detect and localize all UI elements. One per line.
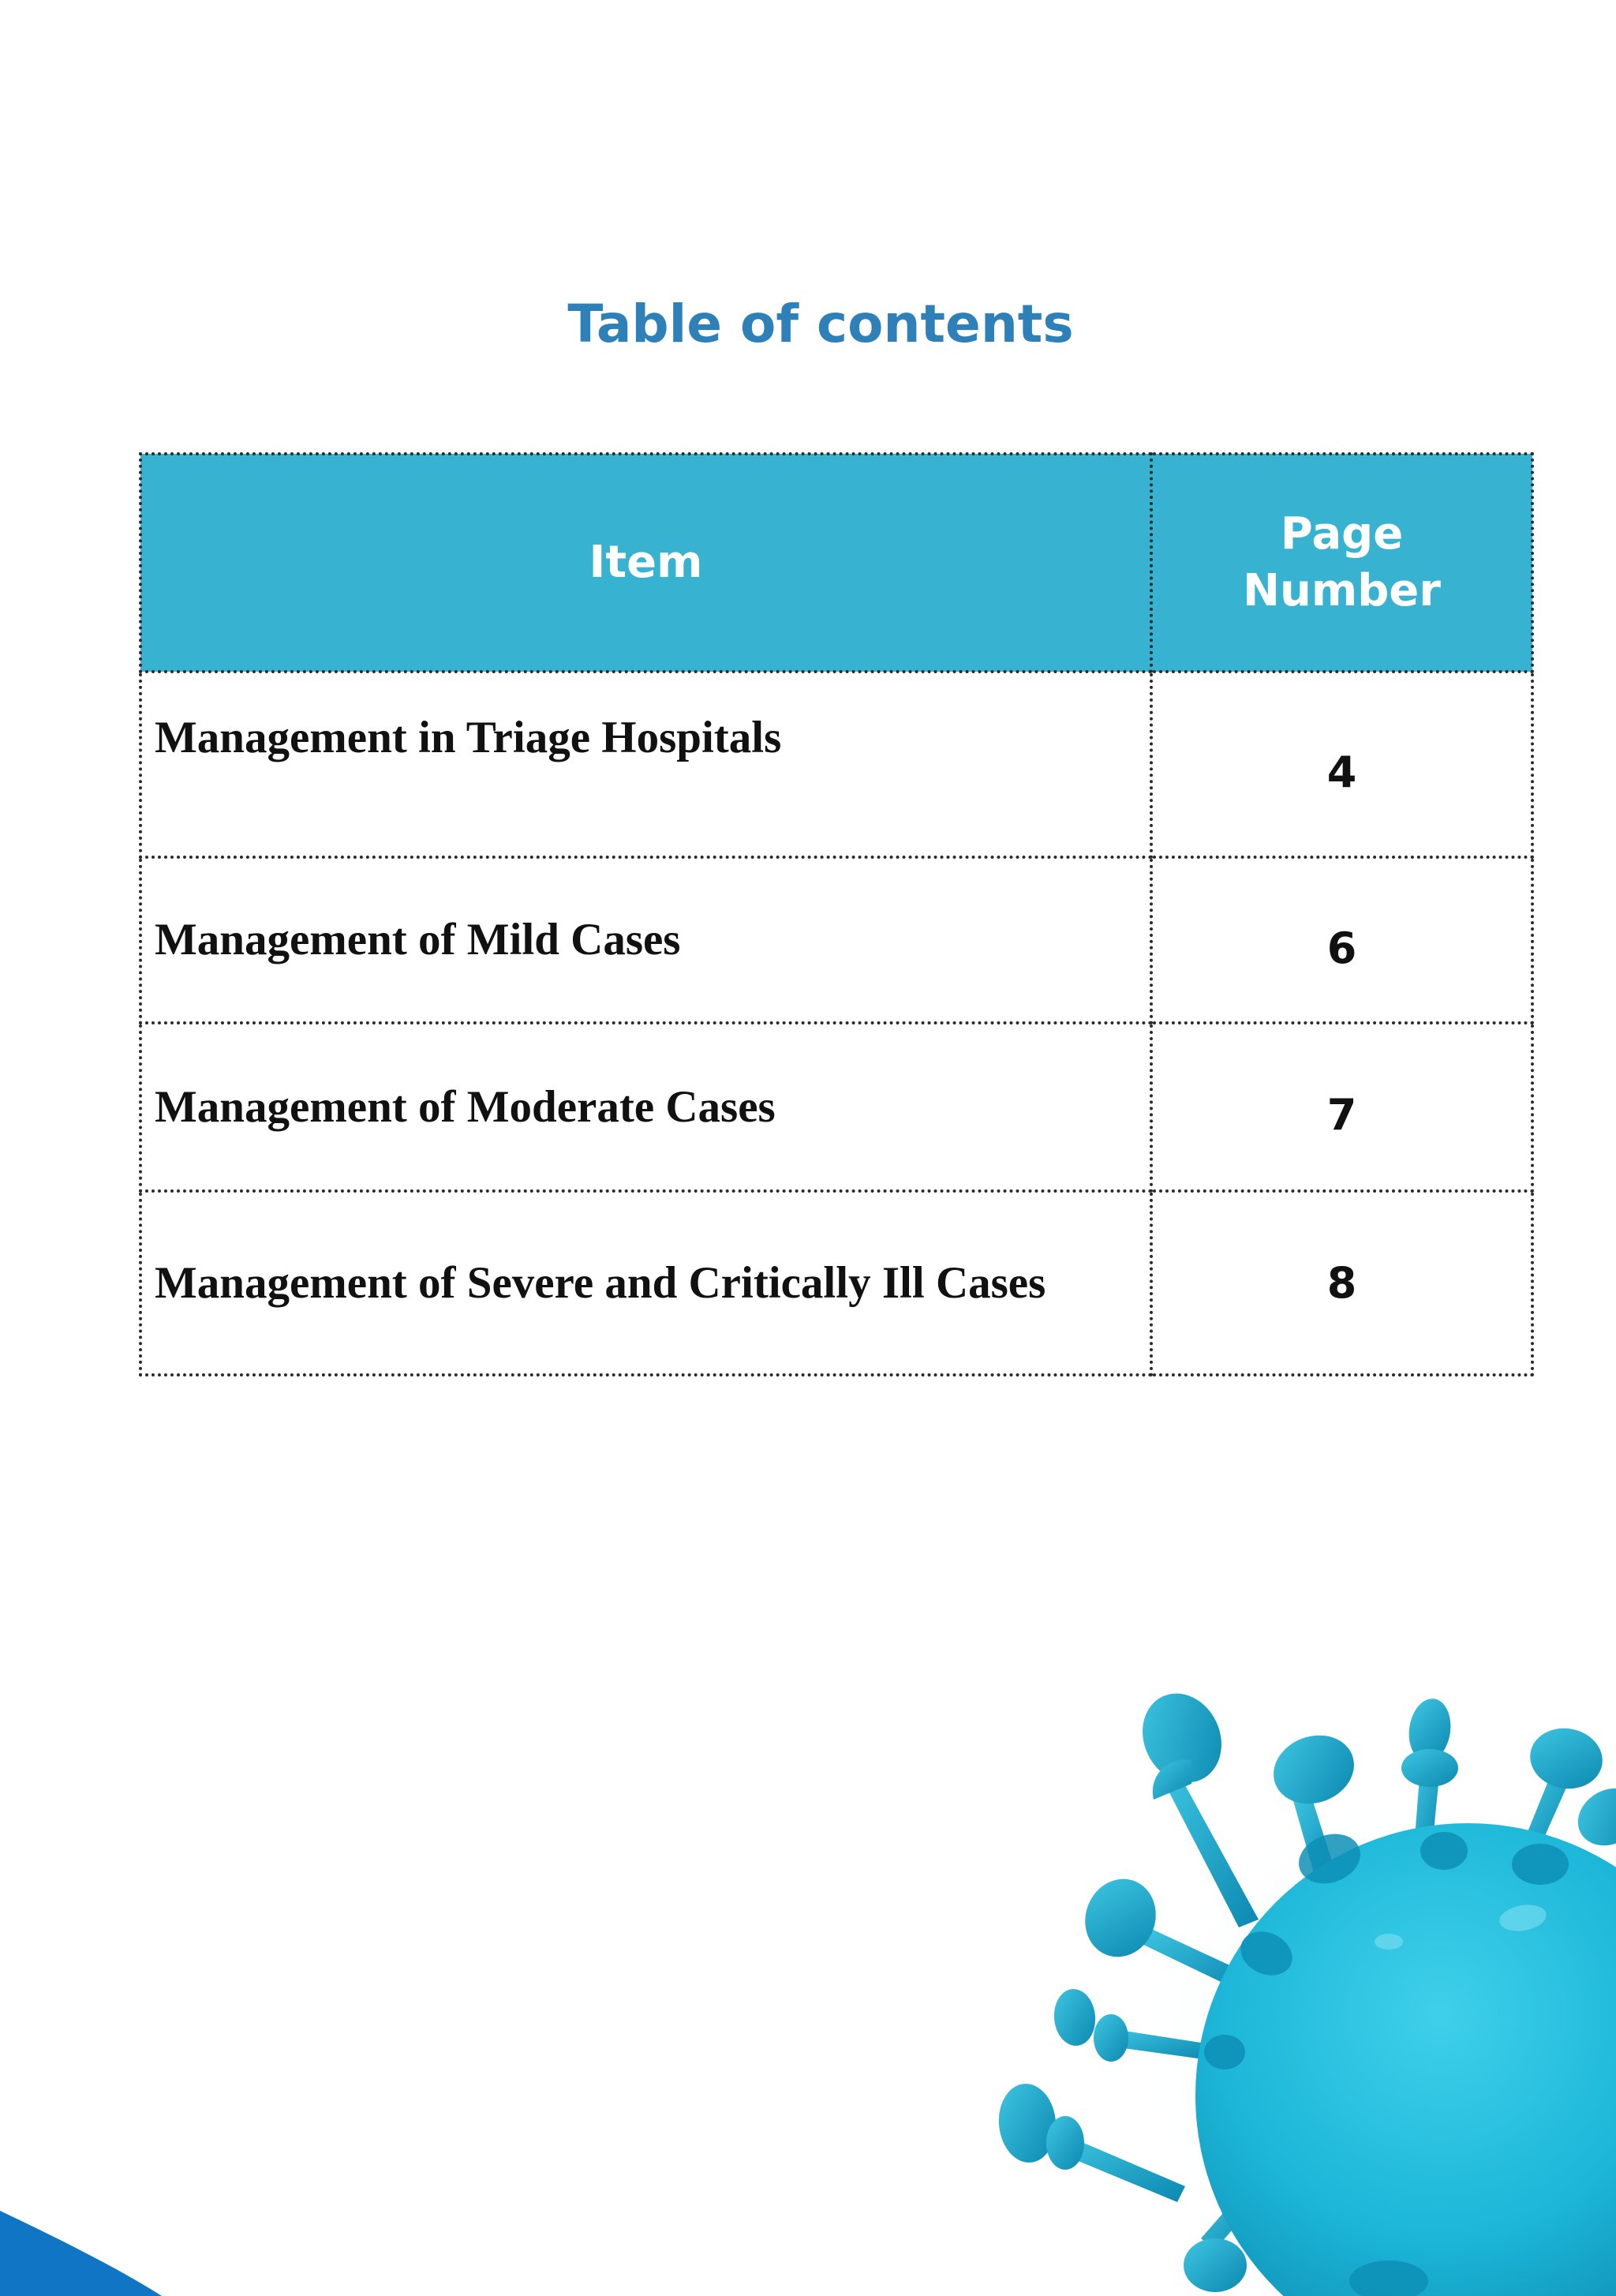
toc-row [140,672,1532,857]
toc-item-title: Management of Severe and Critically Ill Cases [140,1191,1151,1375]
toc-page-number: 7 [1151,1023,1532,1191]
toc-item-title: Management of Mild Cases [140,857,1151,1023]
toc-table [139,452,1534,1376]
page-title: Table of contents [567,294,1074,355]
toc-page-number: 6 [1151,857,1532,1023]
toc-item-title: Management of Moderate Cases [140,1023,1151,1191]
toc-header-row [140,454,1532,672]
item-column-header: Item [140,454,1151,672]
toc-row [140,1191,1532,1375]
toc-page-number: 4 [1151,672,1532,857]
toc-row [140,1023,1532,1191]
blue-corner-shape [0,2162,174,2296]
toc-page-number: 8 [1151,1191,1532,1375]
toc-row [140,857,1532,1023]
page-number-header-label: Page Number [1243,508,1441,616]
virus-illustration [978,1681,1616,2296]
toc-item-title: Management in Triage Hospitals [140,672,1151,857]
page-number-column-header [1151,454,1532,672]
